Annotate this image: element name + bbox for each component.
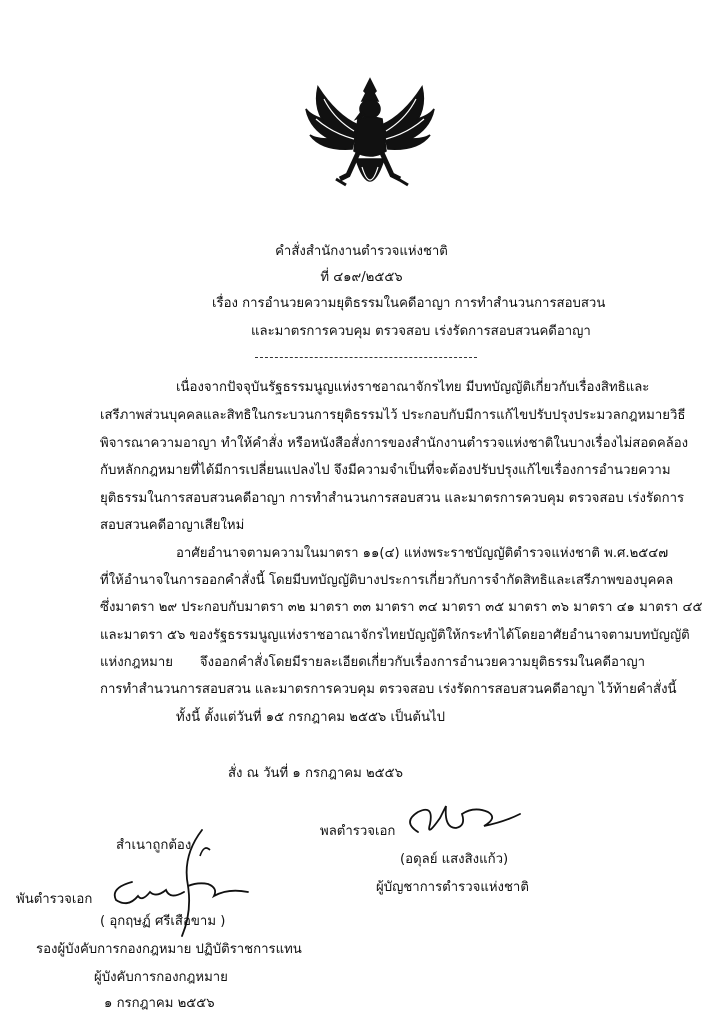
para2-line-1: อาศัยอำนาจตามความในมาตรา ๑๑(๔) แห่งพระราชบัญญัติตำรวจแห่งชาติ พ.ศ.๒๕๔๗ — [176, 546, 669, 561]
para2-line-4: และมาตรา ๕๖ ของรัฐธรรมนูญแห่งราชอาณาจักรไทยบัญญัติให้กระทำได้โดยอาศัยอำนาจตามบทบัญญัติ — [100, 628, 690, 643]
certifier-rank: พันตำรวจเอก — [16, 892, 93, 907]
signer-signature — [400, 798, 530, 846]
order-number: ที่ ๔๑๙/๒๕๕๖ — [320, 270, 403, 285]
signer-name: (อดุลย์ แสงสิงแก้ว) — [400, 852, 509, 867]
header-divider — [255, 357, 477, 358]
subject-line-2: และมาตรการควบคุม ตรวจสอบ เร่งรัดการสอบสวนคดีอาญา — [251, 324, 591, 339]
order-date: สั่ง ณ วันที่ ๑ กรกฎาคม ๒๕๕๖ — [228, 766, 404, 781]
effective-date: ทั้งนี้ ตั้งแต่วันที่ ๑๕ กรกฎาคม ๒๕๕๖ เป็นต้นไป — [176, 710, 445, 725]
signer-rank: พลตำรวจเอก — [320, 824, 396, 839]
certified-copy-label: สำเนาถูกต้อง — [116, 838, 192, 853]
certifier-name: ( อุกฤษฏ์ ศรีเสือขาม ) — [100, 914, 226, 929]
certifier-title-line-1: รองผู้บังคับการกองกฎหมาย ปฏิบัติราชการแทน — [36, 942, 302, 957]
para1-line-6: สอบสวนคดีอาญาเสียใหม่ — [100, 518, 245, 533]
para1-line-2: เสรีภาพส่วนบุคคลและสิทธิในกระบวนการยุติธรรมไว้ ประกอบกับมีการแก้ไขปรับปรุงประมวลกฎหมายวิธี — [100, 408, 686, 423]
issuer-title: คำสั่งสำนักงานตำรวจแห่งชาติ — [275, 244, 448, 259]
subject-line-1: เรื่อง การอำนวยความยุติธรรมในคดีอาญา การทำสำนวนการสอบสวน — [212, 296, 606, 311]
para2-line-3: ซึ่งมาตรา ๒๙ ประกอบกับมาตรา ๓๒ มาตรา ๓๓ มาตรา ๓๔ มาตรา ๓๕ มาตรา ๓๖ มาตรา ๔๑ มาตรา ๔๕ — [100, 600, 703, 615]
garuda-emblem — [300, 75, 440, 215]
certifier-title-line-2: ผู้บังคับการกองกฎหมาย — [94, 970, 228, 985]
para2-line-2: ที่ให้อำนาจในการออกคำสั่งนี้ โดยมีบทบัญญัติบางประการเกี่ยวกับการจำกัดสิทธิและเสรีภาพของบุคคล — [100, 573, 674, 588]
para2-line-6: การทำสำนวนการสอบสวน และมาตรการควบคุม ตรวจสอบ เร่งรัดการสอบสวนคดีอาญา ไว้ท้ายคำสั่งนี้ — [100, 682, 677, 697]
para1-line-4: กับหลักกฎหมายที่ได้มีการเปลี่ยนแปลงไป จึงมีความจำเป็นที่จะต้องปรับปรุงแก้ไขเรื่องการอำนวยความ — [100, 463, 671, 478]
certify-date: ๑ กรกฎาคม ๒๕๕๖ — [104, 996, 215, 1011]
signer-title: ผู้บัญชาการตำรวจแห่งชาติ — [376, 880, 529, 895]
para1-line-5: ยุติธรรมในการสอบสวนคดีอาญา การทำสำนวนการสอบสวน และมาตรการควบคุม ตรวจสอบ เร่งรัดการ — [100, 491, 685, 506]
para1-line-1: เนื่องจากปัจจุบันรัฐธรรมนูญแห่งราชอาณาจักรไทย มีบทบัญญัติเกี่ยวกับเรื่องสิทธิและ — [176, 380, 650, 395]
para2-line-5: แห่งกฎหมาย จึงออกคำสั่งโดยมีรายละเอียดเกี่ยวกับเรื่องการอำนวยความยุติธรรมในคดีอาญา — [100, 655, 645, 670]
para1-line-3: พิจารณาความอาญา ทำให้คำสั่ง หรือหนังสือสั่งการของสำนักงานตำรวจแห่งชาติในบางเรื่องไม่สอดคล้อง — [100, 436, 689, 451]
